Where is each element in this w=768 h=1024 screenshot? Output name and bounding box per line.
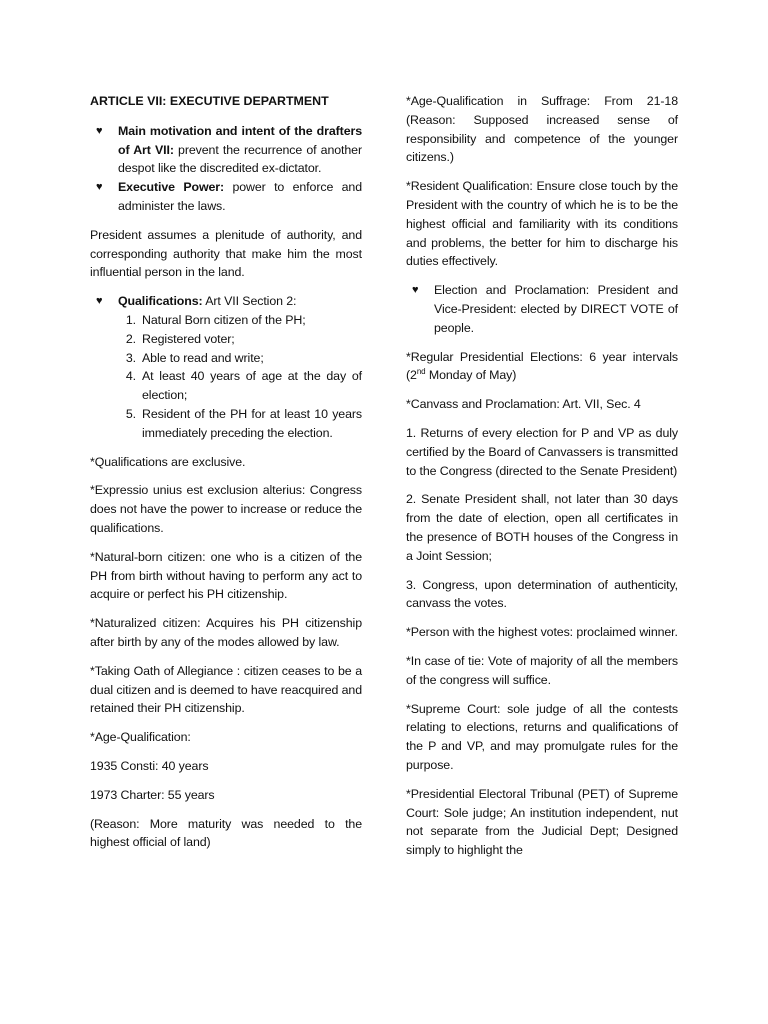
paragraph: *Supreme Court: sole judge of all the contests relating to elections, returns and qualifications of the P and VP, and may promulgate rules for the purpose. [406, 701, 678, 772]
list-item: 5. Resident of the PH for at least 10 years immediately preceding the election. [125, 406, 362, 440]
list-item: 4. At least 40 years of age at the day of election; [125, 369, 362, 403]
left-column [90, 92, 362, 1024]
paragraph: *Resident Qualification: Ensure close touch by the President with the country of which he is to be the highest official and familiarity with its conditions and problems, the better for him to discharge his duties effectively. [406, 179, 678, 269]
qualifications-list [90, 311, 362, 443]
bullet-item [90, 292, 362, 311]
bullet-item [90, 178, 362, 216]
paragraph: *Qualifications are exclusive. [90, 454, 246, 469]
paragraph: *In case of tie: Vote of majority of all the members of the congress will suffice. [406, 653, 678, 687]
paragraph: President assumes a plenitude of authority, and corresponding authority that make him the most influential person in the land. [90, 227, 362, 280]
bullet-text: prevent the recurrence of another despot like the discredited ex-dictator. [118, 142, 362, 176]
paragraph: 1. Returns of every election for P and VP as duly certified by the Board of Canvassers is transmitted to the Congress (directed to the Senate President) [406, 425, 678, 478]
paragraph: 1935 Consti: 40 years [90, 758, 209, 773]
paragraph: *Age-Qualification: [90, 730, 191, 745]
paragraph: *Naturalized citizen: Acquires his PH citizenship after birth by any of the modes allowed by law. [90, 616, 362, 649]
bullet-text: power to enforce and administer the laws. [118, 180, 362, 213]
paragraph: (Reason: More maturity was needed to the highest official of land) [90, 816, 362, 850]
bullet-bold: Executive Power: [118, 180, 225, 195]
paragraph: *Canvass and Proclamation: Art. VII, Sec. 4 [406, 397, 641, 412]
list-item: 1. Natural Born citizen of the PH; [125, 312, 306, 327]
paragraph: *Person with the highest votes: proclaimed winner. [406, 625, 678, 640]
paragraph: 2. Senate President shall, not later than 30 days from the date of election, open all certificates in the presence of BOTH houses of the Congress in a Joint Session; [406, 492, 678, 563]
paragraph: *Expressio unius est exclusion alterius: Congress does not have the power to increase or reduce the qualifications. [90, 483, 362, 535]
list-item: 2. Registered voter; [125, 331, 235, 346]
paragraph: *Natural-born citizen: one who is a citizen of the PH from birth without having to perform any act to acquire or perfect his PH citizenship. [90, 549, 362, 602]
paragraph: *Regular Presidential Elections: 6 year intervals (2nd Monday of May) [406, 349, 678, 383]
article-heading: ARTICLE VII: EXECUTIVE DEPARTMENT [90, 94, 329, 108]
heart-bullet-icon: ♥ [96, 181, 103, 194]
paragraph: *Presidential Electoral Tribunal (PET) of Supreme Court: Sole judge; An institution independent, nut not separate from the Judicial Dept; Designed simply to highlight the [406, 786, 678, 858]
bullet-item [406, 281, 678, 337]
heart-bullet-icon: ♥ [96, 295, 103, 308]
bullet-item [90, 122, 362, 178]
paragraph: 3. Congress, upon determination of authenticity, canvass the votes. [406, 577, 678, 611]
bullet-bold: Main motivation and intent of the drafters of Art VII: [118, 123, 362, 157]
right-column [406, 92, 678, 1024]
heart-bullet-icon: ♥ [412, 284, 419, 297]
list-item: 3. Able to read and write; [125, 350, 264, 365]
paragraph: *Taking Oath of Allegiance : citizen ceases to be a dual citizen and is deemed to have reacquired and retained their PH citizenship. [90, 663, 363, 716]
bullet-bold: Qualifications: [118, 294, 203, 309]
paragraph: *Age-Qualification in Suffrage: From 21-18 (Reason: Supposed increased sense of responsibility and competence of the younger citizens.) [406, 94, 678, 165]
bullet-text: Art VII Section 2: [202, 294, 297, 309]
paragraph: 1973 Charter: 55 years [90, 787, 215, 802]
bullet-text: Election and Proclamation: President and Vice-President: elected by DIRECT VOTE of people. [434, 283, 678, 335]
heart-bullet-icon: ♥ [96, 124, 103, 137]
